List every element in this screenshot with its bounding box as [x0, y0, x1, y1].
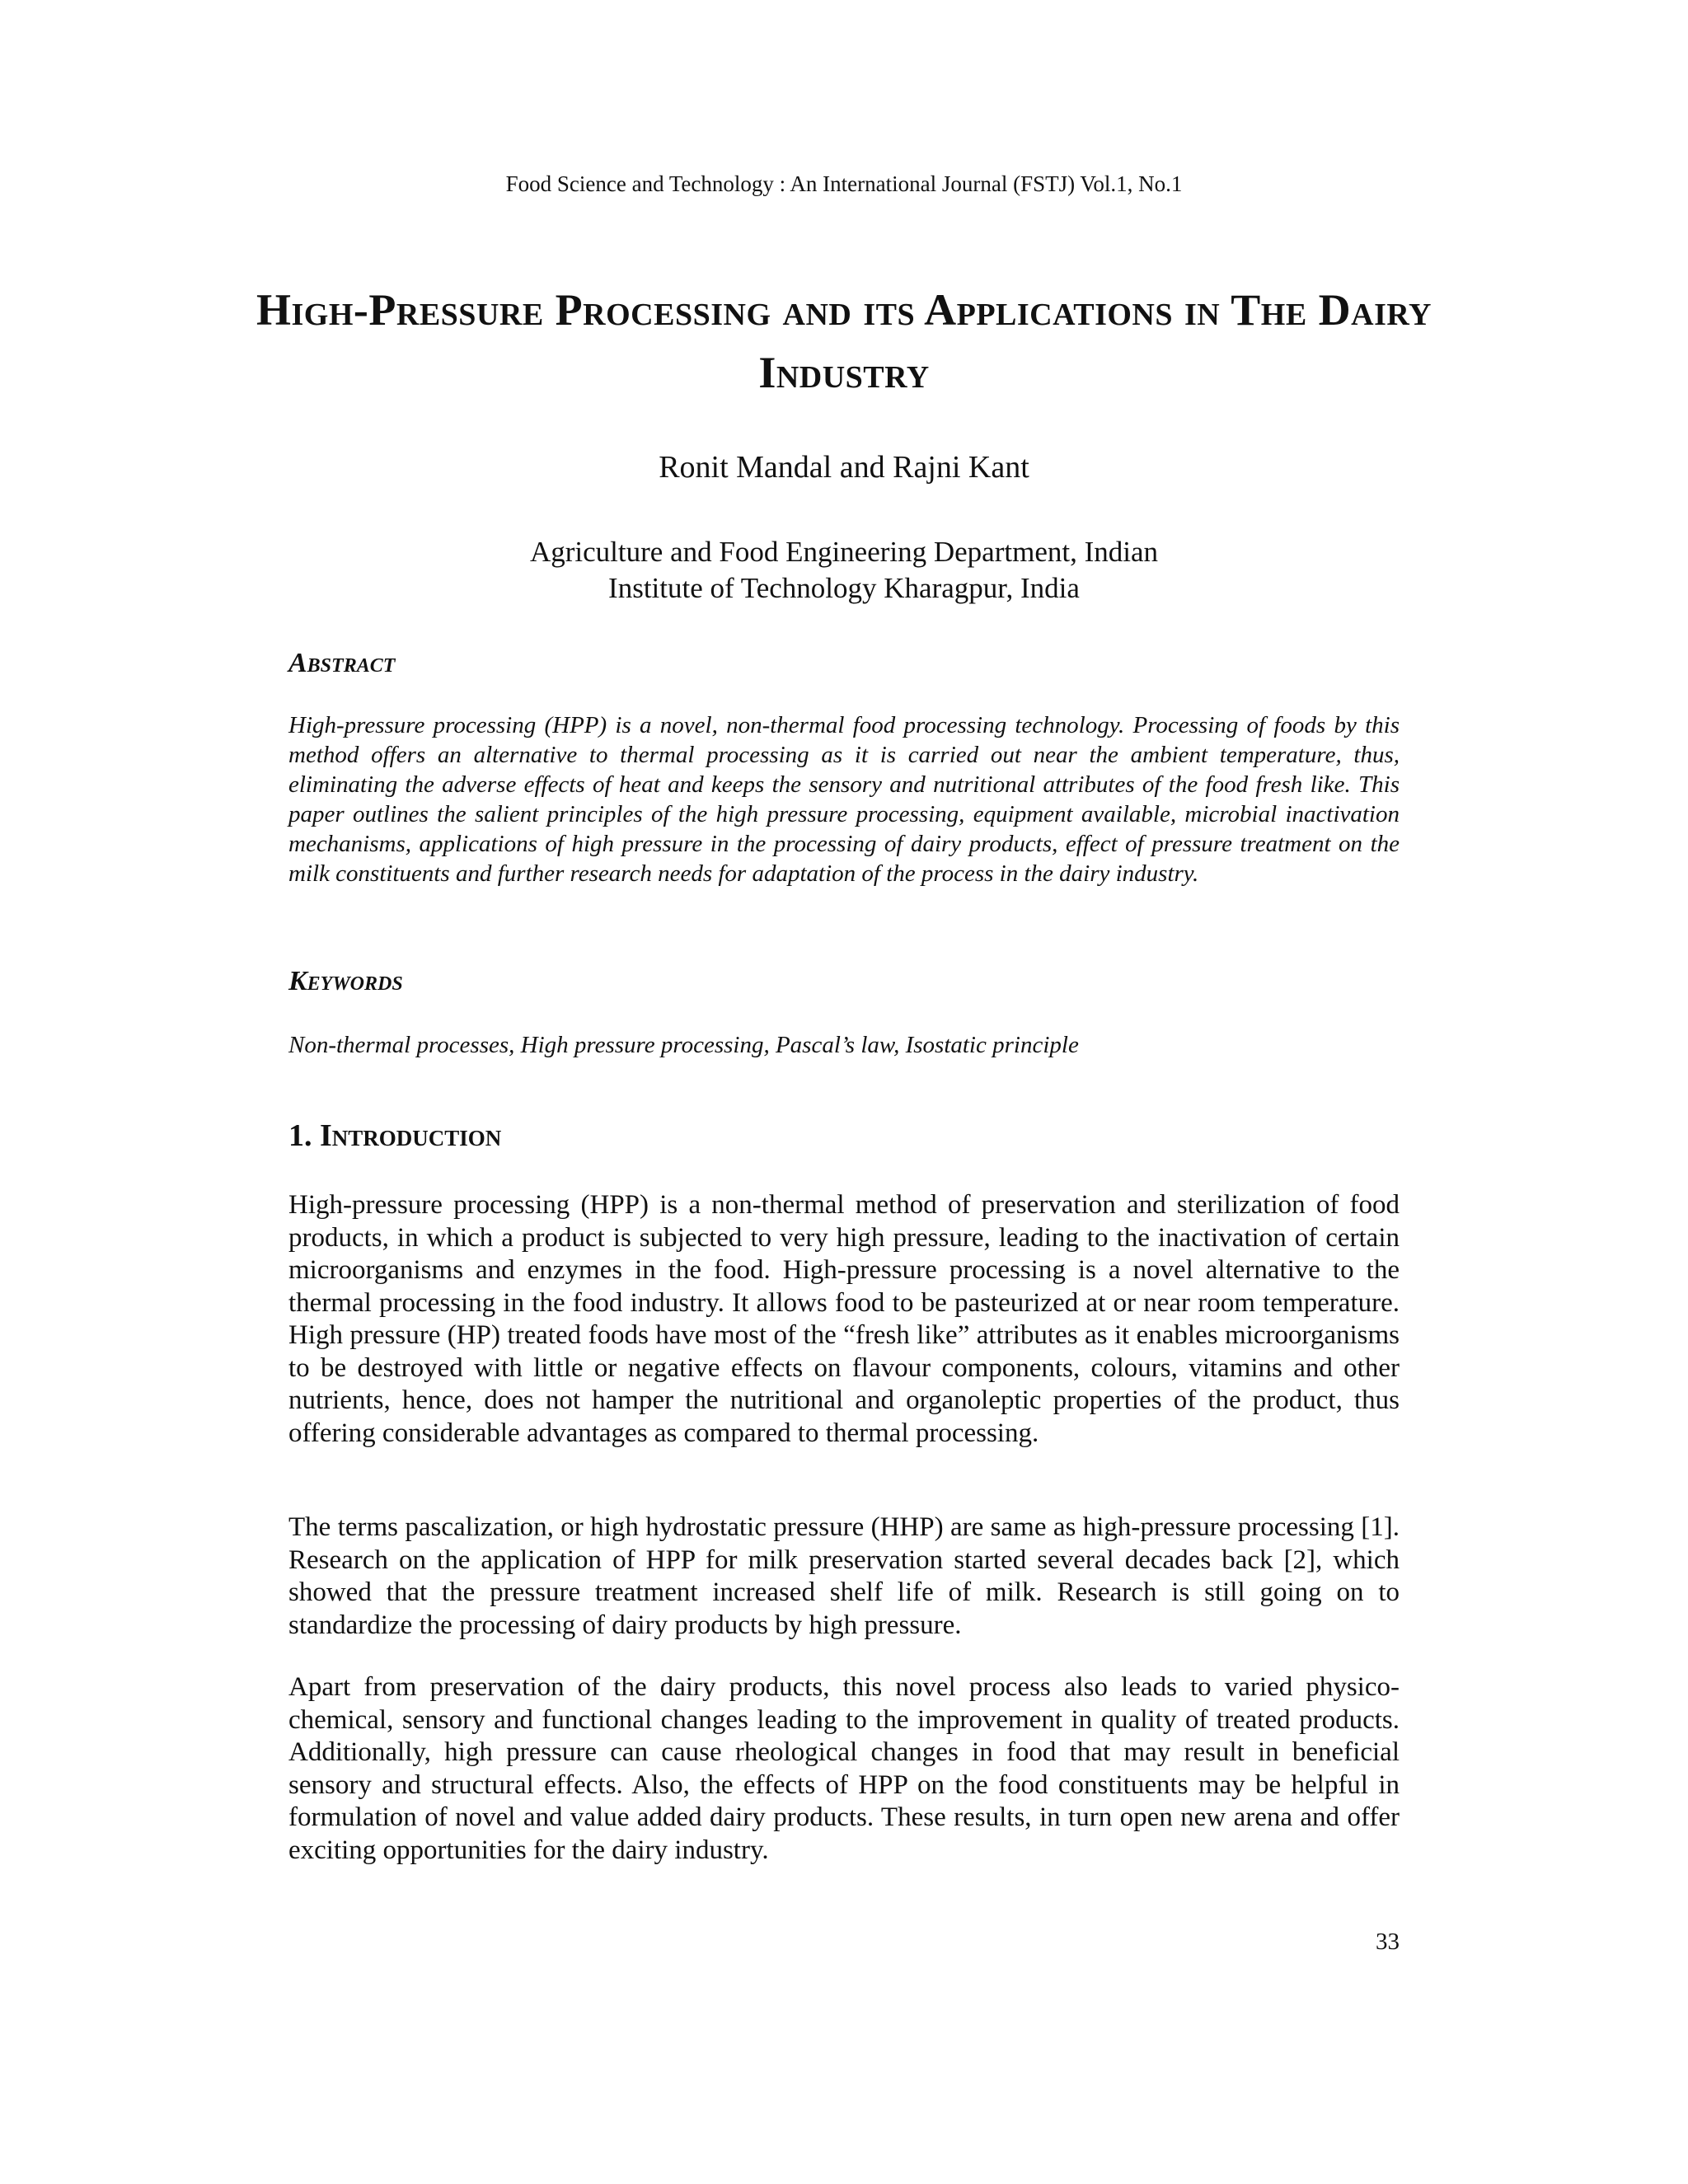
paper-title: High-Pressure Processing and its Applications in The Dairy Industry: [256, 285, 1432, 397]
intro-paragraph-3: Apart from preservation of the dairy products, this novel process also leads to varied physico-chemical, sensory and functional changes leading to the improvement in quality of treated products. Additionally, high pressure can cause rheological changes in food that may result in beneficial sensory and structural effects. Also, the effects of HPP on the food constituents may be helpful in formulation of novel and value added dairy products. These results, in turn open new arena and offer exciting opportunities for the dairy industry.: [288, 1672, 1400, 1865]
paper-affiliation: [0, 534, 1688, 607]
abstract-text: High-pressure processing (HPP) is a novel, non-thermal food processing technology. Processing of foods by this method offers an alternative to thermal processing as it is carried out near the ambient temperature, thus, eliminating the adverse effects of heat and keeps the sensory and nutritional attributes of the food fresh like. This paper outlines the salient principles of the high pressure processing, equipment available, microbial inactivation mechanisms, applications of high pressure in the processing of dairy products, effect of pressure treatment on the milk constituents and further research needs for adaptation of the process in the dairy industry.: [288, 712, 1400, 887]
paper-authors: Ronit Mandal and Rajni Kant: [659, 450, 1029, 485]
intro-paragraph-2: The terms pascalization, or high hydrostatic pressure (HHP) are same as high-pressure processing [1]. Research on the application of HPP for milk preservation started several decades back [2], which showed that the pressure treatment increased shelf life of milk. Research is still going on to standardize the processing of dairy products by high pressure.: [288, 1512, 1400, 1640]
intro-paragraph-1: High-pressure processing (HPP) is a non-thermal method of preservation and sterilization of food products, in which a product is subjected to very high pressure, leading to the inactivation of certain microorganisms and enzymes in the food. High-pressure processing is a novel alternative to the thermal processing in the food industry. It allows food to be pasteurized at or near room temperature. High pressure (HP) treated foods have most of the “fresh like” attributes as it enables microorganisms to be destroyed with little or negative effects on flavour components, colours, vitamins and other nutrients, hence, does not hamper the nutritional and organoleptic properties of the product, thus offering considerable advantages as compared to thermal processing.: [288, 1190, 1400, 1448]
introduction-heading: 1. Introduction: [288, 1118, 502, 1153]
affiliation-line-2: Institute of Technology Kharagpur, India: [608, 572, 1080, 604]
keywords-text: Non-thermal processes, High pressure processing, Pascal’s law, Isostatic principle: [288, 1032, 1079, 1058]
page-number: 33: [1376, 1929, 1400, 1955]
affiliation-line-1: Agriculture and Food Engineering Department, Indian: [529, 536, 1158, 568]
abstract-heading: Abstract: [288, 648, 396, 678]
running-header: Food Science and Technology : An International Journal (FSTJ) Vol.1, No.1: [505, 171, 1183, 196]
keywords-heading: Keywords: [288, 966, 403, 996]
